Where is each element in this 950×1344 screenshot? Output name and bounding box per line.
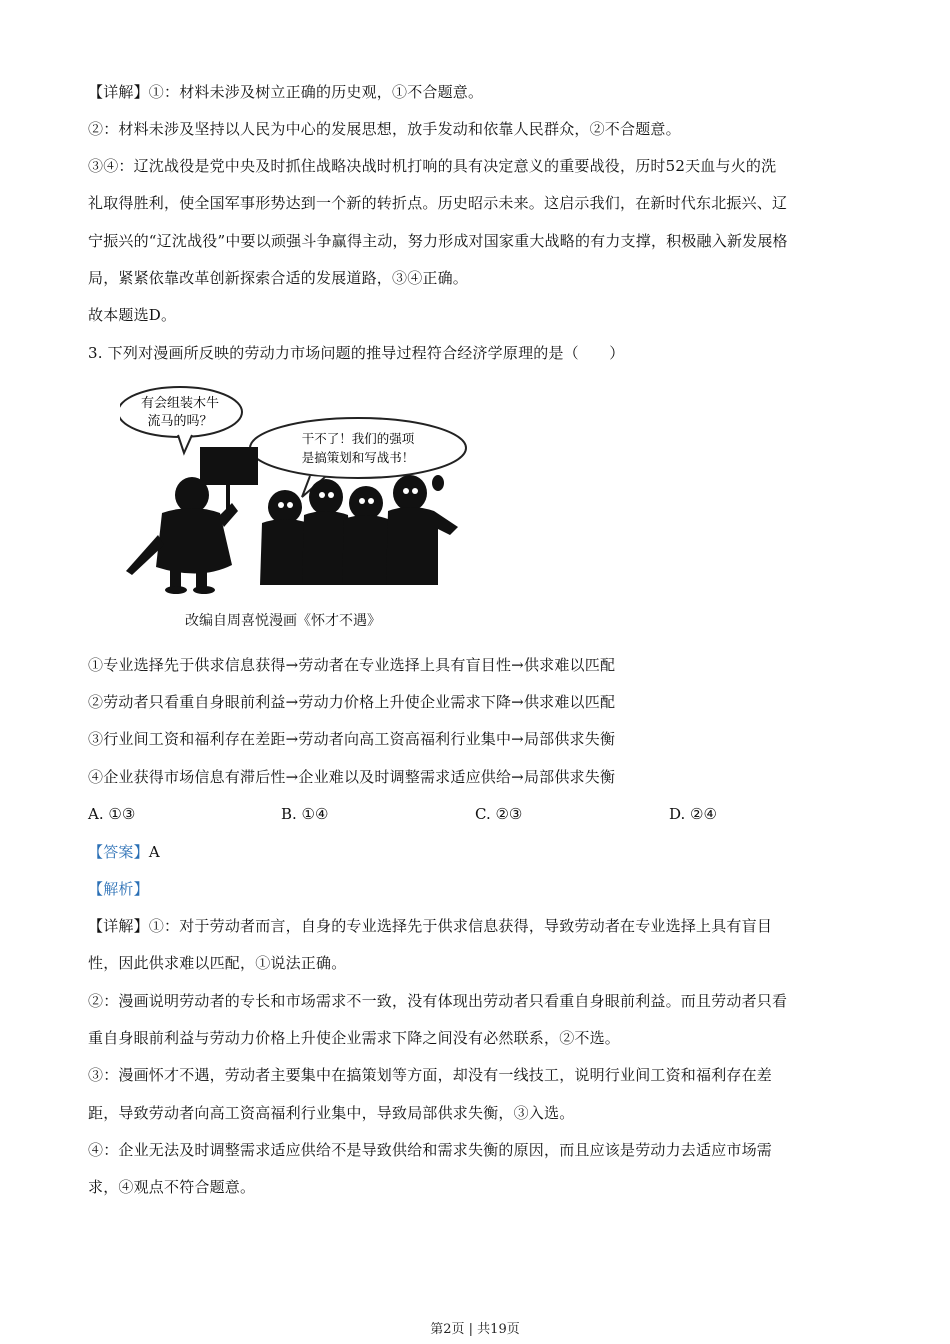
analysis-line (88, 879, 868, 899)
text-line: ①：对于劳动者而言，自身的专业选择先于供求信息获得，导致劳动者在专业选择上具有盲目 (148, 917, 773, 935)
analysis-tag: 【解析】 (88, 880, 149, 898)
text-line: ②：漫画说明劳动者的专长和市场需求不一致，没有体现出劳动者只看重自身眼前利益。而且劳动者只看 (88, 992, 788, 1010)
text-line: 性，因此供求难以匹配，①说法正确。 (88, 954, 347, 972)
text-line: 距，导致劳动者向高工资高福利行业集中，导致局部供求失衡，③入选。 (88, 1104, 575, 1122)
detail-tag: 【详解】 (88, 917, 149, 935)
text-line: 局，紧紧依靠改革创新探索合适的发展道路，③④正确。 (88, 269, 469, 287)
answer-value: A (148, 843, 160, 861)
statement-1: ①专业选择先于供求信息获得→劳动者在专业选择上具有盲目性→供求难以匹配 (88, 656, 616, 674)
bubble-left-line2: 流马的吗？ (147, 414, 213, 429)
option-c: C. ②③ (475, 805, 523, 823)
text-line: ③④：辽沈战役是党中央及时抓住战略决战时机打响的具有决定意义的重要战役，历时52天血与火的洗 (88, 157, 777, 175)
text-line: 重自身眼前利益与劳动力价格上升使企业需求下降之间没有必然联系，②不选。 (88, 1029, 621, 1047)
option-b: B. ①④ (281, 805, 329, 823)
text-line: 宁振兴的“辽沈战役”中要以顽强斗争赢得主动，努力形成对国家重大战略的有力支撑，积极融入新发展格 (88, 232, 788, 250)
bubble-right-line2: 是搞策划和写战书！ (301, 450, 415, 465)
text-line: ②：材料未涉及坚持以人民为中心的发展思想，放手发动和依靠人民群众，②不合题意。 (88, 120, 681, 138)
answer-line (88, 842, 868, 862)
answer-tag: 【答案】 (88, 843, 149, 861)
statement-3: ③行业间工资和福利存在差距→劳动者向高工资高福利行业集中→局部供求失衡 (88, 730, 616, 748)
cartoon-illustration (120, 385, 490, 640)
option-d: D. ②④ (669, 805, 717, 823)
bubble-right-line1: 干不了！我们的强项 (301, 431, 415, 446)
text-line: 故本题选D。 (88, 306, 177, 324)
statement-4: ④企业获得市场信息有滞后性→企业难以及时调整需求适应供给→局部供求失衡 (88, 768, 616, 786)
page-footer: 第2页 | 共19页 (430, 1322, 520, 1337)
detail-line (88, 916, 868, 936)
text-line: 求，④观点不符合题意。 (88, 1178, 256, 1196)
text-line: 礼取得胜利，使全国军事形势达到一个新的转折点。历史昭示未来。这启示我们，在新时代东北振兴、辽 (88, 194, 788, 212)
question-stem: 3. 下列对漫画所反映的劳动力市场问题的推导过程符合经济学原理的是（ ） (88, 344, 625, 362)
option-a: A. ①③ (88, 805, 136, 823)
statement-2: ②劳动者只看重自身眼前利益→劳动力价格上升使企业需求下降→供求难以匹配 (88, 693, 616, 711)
text-line: ③：漫画怀才不遇，劳动者主要集中在搞策划等方面，却没有一线技工，说明行业间工资和福利存在差 (88, 1066, 773, 1084)
cartoon-caption: 改编自周喜悦漫画《怀才不遇》 (185, 613, 381, 629)
text-line: ④：企业无法及时调整需求适应供给不是导致供给和需求失衡的原因，而且应该是劳动力去适应市场需 (88, 1141, 773, 1159)
text-line: 【详解】①：材料未涉及树立正确的历史观，①不合题意。 (88, 83, 484, 101)
bubble-left-line1: 有会组装木牛 (140, 396, 220, 411)
